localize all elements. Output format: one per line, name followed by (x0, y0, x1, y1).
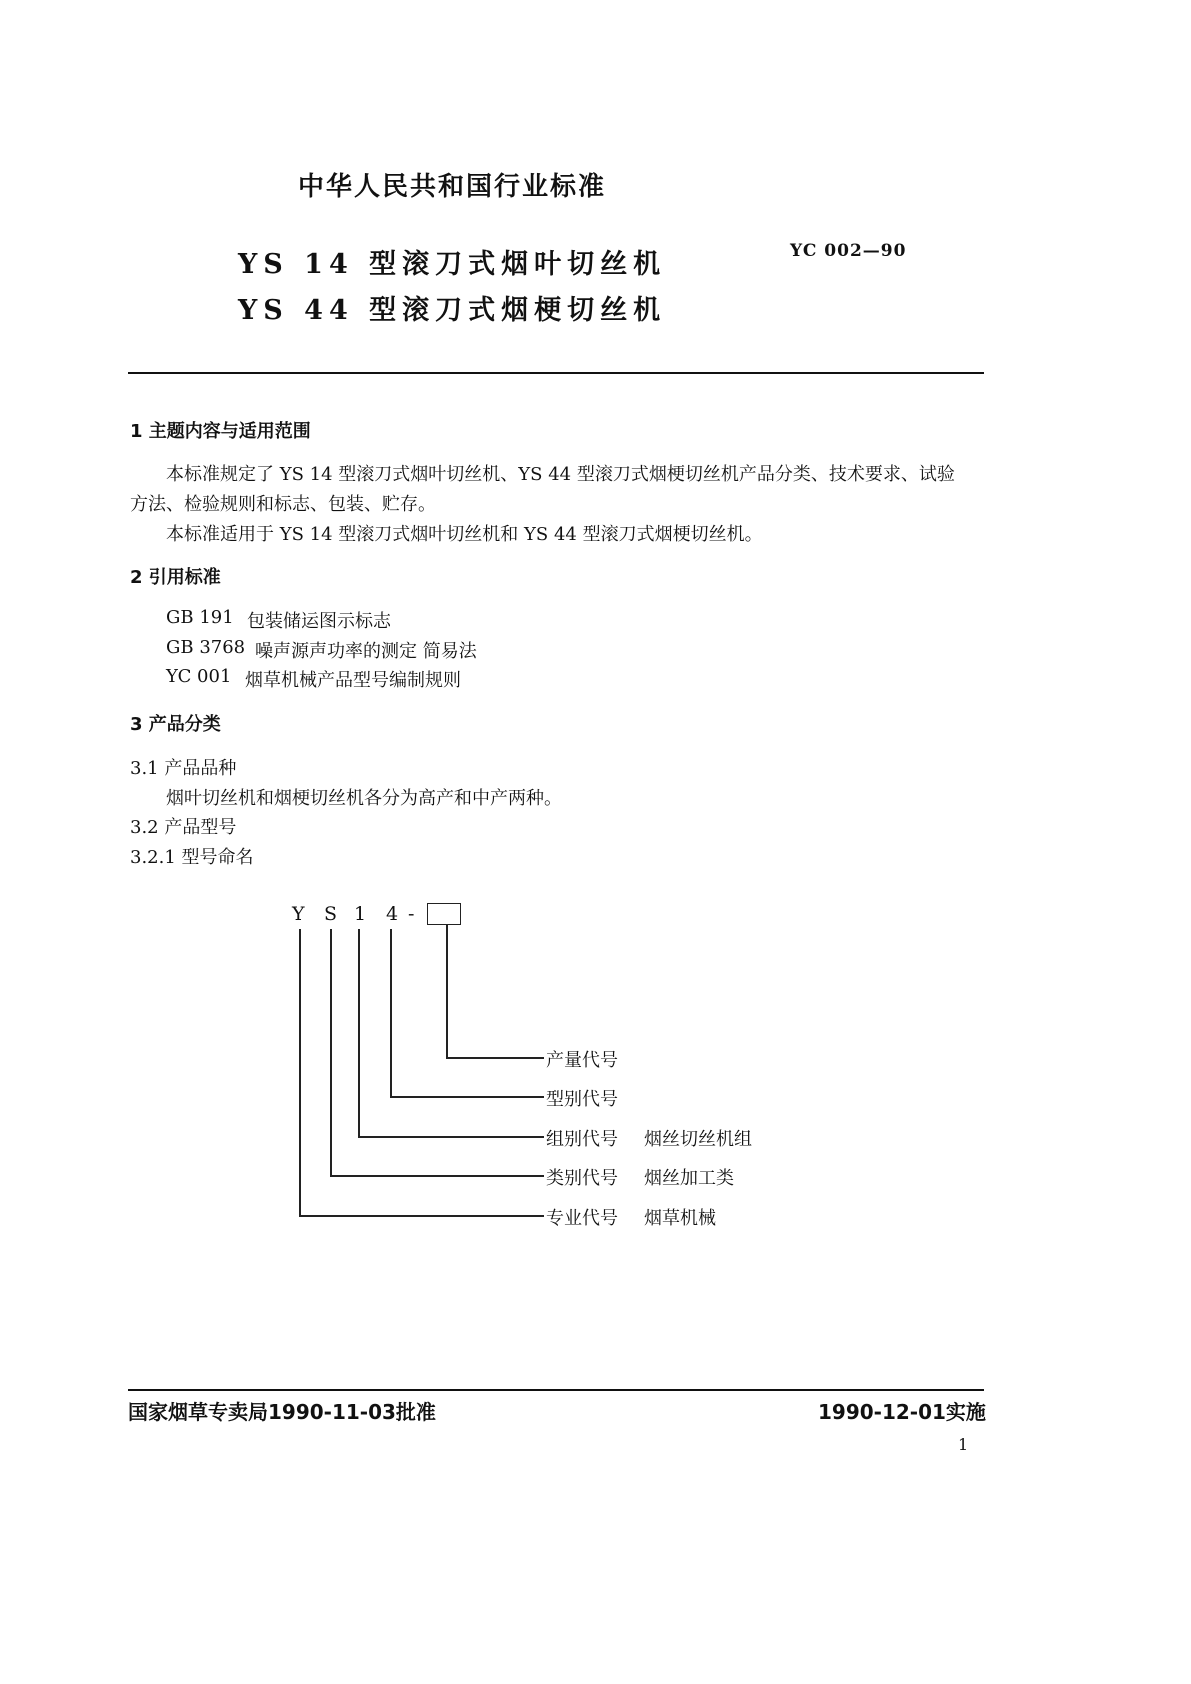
reference-name: 噪声源声功率的测定 简易法 (255, 641, 477, 662)
title-line-2: YS 44 型滚刀式烟梗切丝机 (238, 295, 667, 326)
connector-line (330, 929, 332, 1176)
section-3-heading: 3 产品分类 (130, 714, 221, 735)
effective-date: 1990-12-01实施 (818, 1400, 986, 1424)
title-line-1: YS 14 型滚刀式烟叶切丝机 (238, 249, 667, 280)
connector-line (358, 929, 360, 1137)
section-3-1-text: 烟叶切丝机和烟梗切丝机各分为高产和中产两种。 (166, 788, 562, 809)
section-2-heading: 2 引用标准 (130, 567, 221, 588)
approval-date: 国家烟草专卖局1990-11-03批准 (128, 1400, 436, 1424)
reference-code: YC 001 (166, 666, 232, 687)
diagram-label-desc: 烟丝切丝机组 (644, 1129, 752, 1150)
header-rule (128, 372, 984, 374)
diagram-blank-box (427, 903, 461, 925)
connector-line (299, 929, 301, 1216)
section-1-para1-line2: 方法、检验规则和标志、包装、贮存。 (130, 494, 436, 515)
diagram-label-desc: 烟草机械 (644, 1208, 716, 1229)
page-number: 1 (958, 1435, 969, 1454)
issuer-heading: 中华人民共和国行业标准 (298, 172, 607, 202)
diagram-letter: 1 (354, 903, 367, 925)
diagram-label-code: 专业代号 (546, 1208, 618, 1229)
connector-line (299, 1215, 544, 1217)
section-3-2-heading: 3.2 产品型号 (130, 817, 237, 838)
reference-name: 烟草机械产品型号编制规则 (245, 670, 461, 691)
reference-code: GB 3768 (166, 637, 246, 658)
section-3-1-heading: 3.1 产品品种 (130, 758, 237, 779)
footer-rule (128, 1389, 984, 1391)
diagram-label-desc: 烟丝加工类 (644, 1168, 734, 1189)
reference-name: 包装储运图示标志 (247, 611, 391, 632)
section-1-heading: 1 主题内容与适用范围 (130, 421, 311, 442)
connector-line (446, 1057, 544, 1059)
diagram-letter: - (408, 903, 415, 925)
diagram-label-code: 组别代号 (546, 1129, 618, 1150)
diagram-label-code: 类别代号 (546, 1168, 618, 1189)
connector-line (390, 929, 392, 1097)
section-1-para1-line1: 本标准规定了 YS 14 型滚刀式烟叶切丝机、YS 44 型滚刀式烟梗切丝机产品分类、技术要求、试验 (166, 464, 955, 485)
section-3-2-1-heading: 3.2.1 型号命名 (130, 847, 254, 868)
diagram-letter: S (324, 903, 338, 925)
diagram-label-code: 型别代号 (546, 1089, 618, 1110)
connector-line (446, 925, 448, 1058)
connector-line (330, 1175, 544, 1177)
reference-code: GB 191 (166, 607, 234, 628)
diagram-label-code: 产量代号 (546, 1050, 618, 1071)
section-1-para2: 本标准适用于 YS 14 型滚刀式烟叶切丝机和 YS 44 型滚刀式烟梗切丝机。 (166, 524, 763, 545)
connector-line (358, 1136, 544, 1138)
document-number: YC 002—90 (790, 241, 907, 261)
diagram-letter: 4 (386, 903, 399, 925)
diagram-letter: Y (292, 903, 305, 925)
connector-line (390, 1096, 544, 1098)
